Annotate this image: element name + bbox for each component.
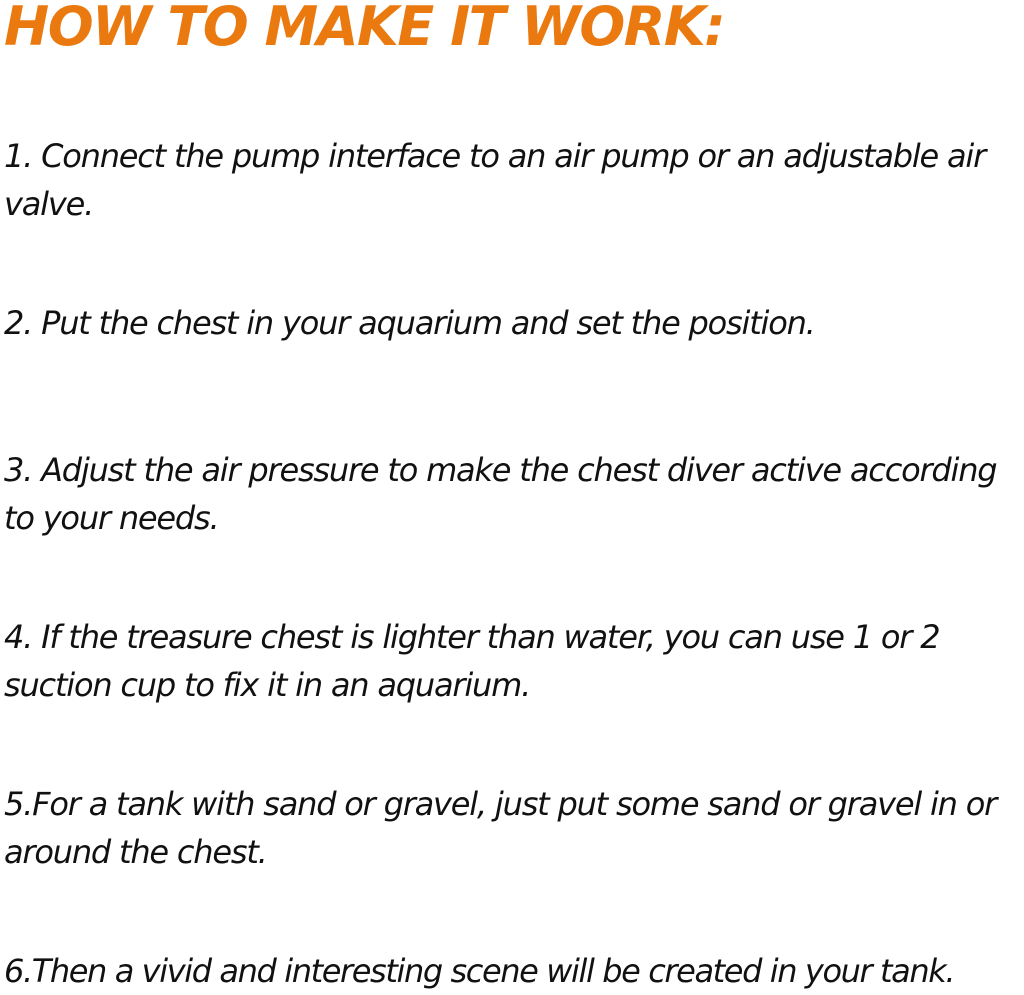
instruction-step-6: 6.Then a vivid and interesting scene will be created in your tank. [4, 952, 955, 990]
instruction-step-5: 5.For a tank with sand or gravel, just put some sand or gravel in or around the chest. [4, 785, 997, 871]
instruction-step-3: 3. Adjust the air pressure to make the chest diver active according to your needs. [4, 451, 997, 537]
instruction-step-2: 2. Put the chest in your aquarium and set the position. [4, 304, 815, 342]
instruction-step-4: 4. If the treasure chest is lighter than water, you can use 1 or 2 suction cup to fix it in an aquarium. [4, 618, 940, 704]
page-title: HOW TO MAKE IT WORK: [4, 0, 725, 58]
instruction-step-1: 1. Connect the pump interface to an air pump or an adjustable air valve. [4, 137, 986, 223]
